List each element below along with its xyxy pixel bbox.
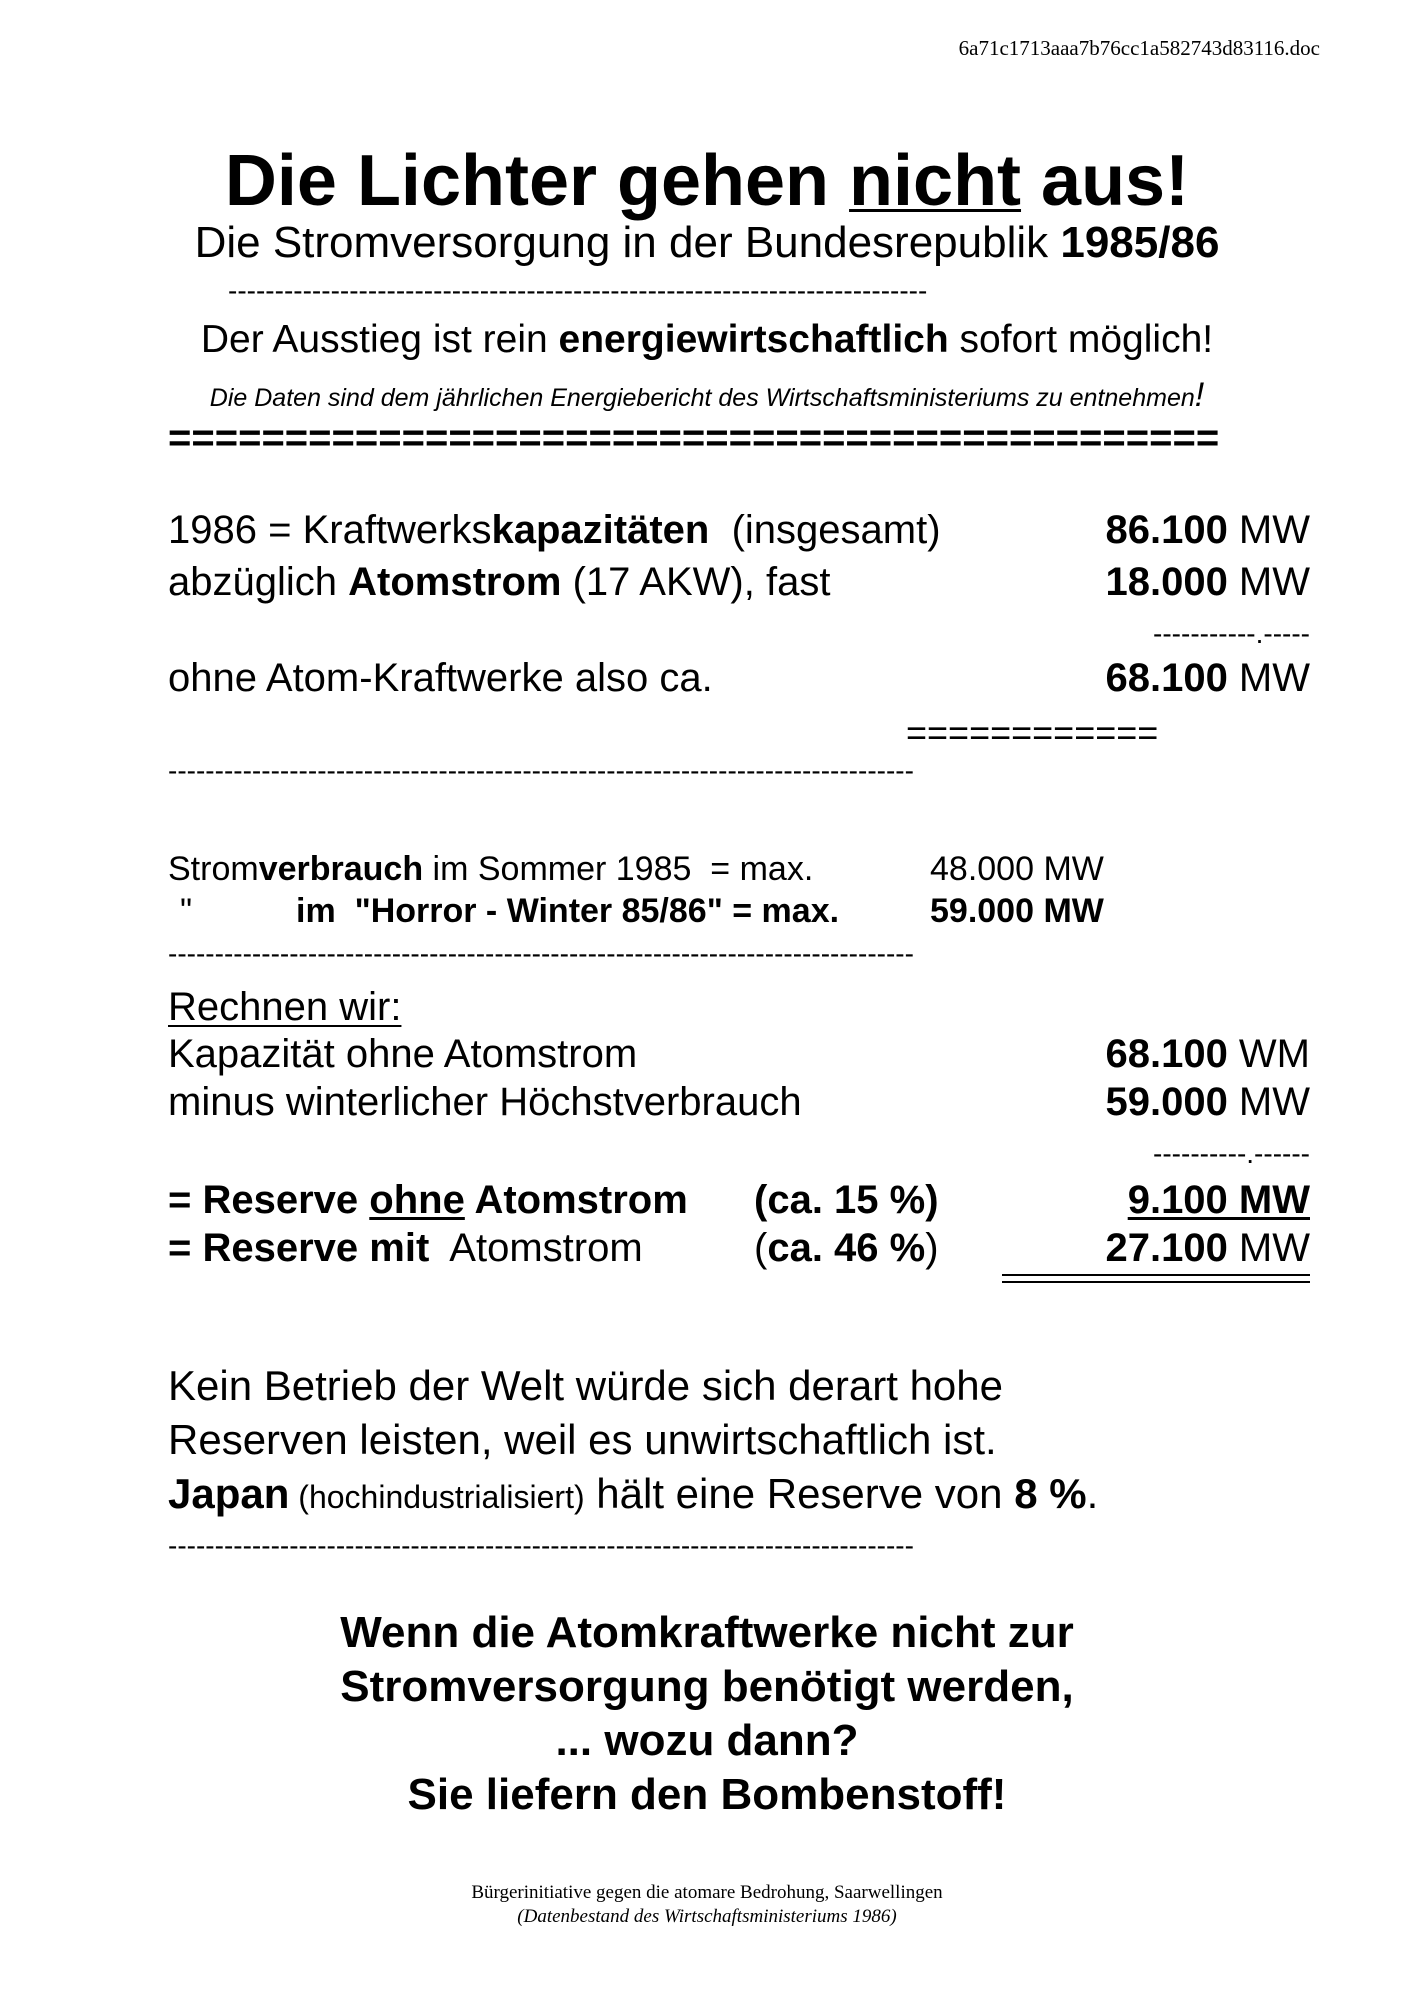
section-divider-1: --------------------------------------------------------------------------------	[168, 755, 914, 786]
winter-consumption-value: 59.000 MW	[930, 892, 1104, 930]
winter-ditto-mark: "	[180, 892, 193, 930]
summer-consumption-label: Stromverbrauch im Sommer 1985 = max.	[168, 850, 814, 888]
winter-consumption-label: im "Horror - Winter 85/86" = max.	[296, 892, 840, 930]
capacity-total-label: 1986 = Kraftwerkskapazitäten (insgesamt)	[168, 508, 941, 552]
footer-org: Bürgerinitiative gegen die atomare Bedrohung, Saarwellingen	[471, 1882, 943, 1903]
dash-divider: ---------------------------------------------------------------------------	[228, 275, 928, 306]
footer-source: (Datenbestand des Wirtschaftsministeriums 1986)	[517, 1906, 897, 1927]
conclusion-line-1: Kein Betrieb der Welt würde sich derart hohe	[168, 1362, 1003, 1409]
reserve-double-underline	[1002, 1274, 1310, 1283]
reserve-without-nuclear-value: 9.100 MW	[1127, 1178, 1310, 1222]
ausstieg-statement: Der Ausstieg ist rein energiewirtschaftlich sofort möglich!	[200, 318, 1214, 361]
capacity-total-rule: ============	[906, 712, 1159, 753]
reserve-with-nuclear-label: = Reserve mit Atomstrom	[168, 1226, 643, 1270]
closing-line-2: Stromversorgung benötigt werden,	[340, 1662, 1074, 1711]
closing-line-3: ... wozu dann?	[555, 1716, 859, 1765]
reserve-with-nuclear-value: 27.100 MW	[1105, 1226, 1310, 1270]
conclusion-line-2: Reserven leisten, weil es unwirtschaftlich ist.	[168, 1416, 997, 1463]
conclusion-line-3: Japan (hochindustrialisiert) hält eine Reserve von 8 %.	[168, 1470, 1099, 1517]
capacity-subtotal-rule: -----------.-----	[1153, 618, 1310, 649]
capacity-without-nuclear-label: ohne Atom-Kraftwerke also ca.	[168, 656, 713, 700]
closing-line-1: Wenn die Atomkraftwerke nicht zur	[340, 1608, 1074, 1657]
reserve-with-nuclear-pct: (ca. 46 %)	[754, 1226, 939, 1270]
closing-line-4: Sie liefern den Bombenstoff!	[407, 1770, 1007, 1819]
nuclear-deduction-value: 18.000 MW	[1105, 560, 1310, 604]
capacity-total-value: 86.100 MW	[1105, 508, 1310, 552]
summer-consumption-value: 48.000 MW	[930, 850, 1104, 888]
section-divider-3: --------------------------------------------------------------------------------	[168, 1530, 914, 1561]
calculation-heading: Rechnen wir:	[168, 985, 402, 1029]
calc-capacity-label: Kapazität ohne Atomstrom	[168, 1032, 638, 1076]
calc-subtotal-rule: ----------.------	[1153, 1138, 1310, 1169]
calc-capacity-value: 68.100 WM	[1105, 1032, 1310, 1076]
reserve-without-nuclear-pct: (ca. 15 %)	[754, 1178, 939, 1222]
section-divider-2: --------------------------------------------------------------------------------	[168, 938, 914, 969]
nuclear-deduction-label: abzüglich Atomstrom (17 AKW), fast	[168, 560, 831, 604]
file-name: 6a71c1713aaa7b76cc1a582743d83116.doc	[958, 36, 1320, 60]
page-subtitle: Die Stromversorgung in der Bundesrepublik 1985/86	[194, 218, 1220, 267]
calc-peak-value: 59.000 MW	[1105, 1080, 1310, 1124]
source-note: Die Daten sind dem jährlichen Energiebericht des Wirtschaftsministeriums zu entnehmen!	[209, 376, 1205, 414]
double-divider: =============================================	[168, 416, 1220, 460]
capacity-without-nuclear-value: 68.100 MW	[1105, 656, 1310, 700]
page-title: Die Lichter gehen nicht aus!	[224, 141, 1190, 221]
reserve-without-nuclear-label: = Reserve ohne Atomstrom	[168, 1178, 688, 1222]
calc-peak-label: minus winterlicher Höchstverbrauch	[168, 1080, 802, 1124]
